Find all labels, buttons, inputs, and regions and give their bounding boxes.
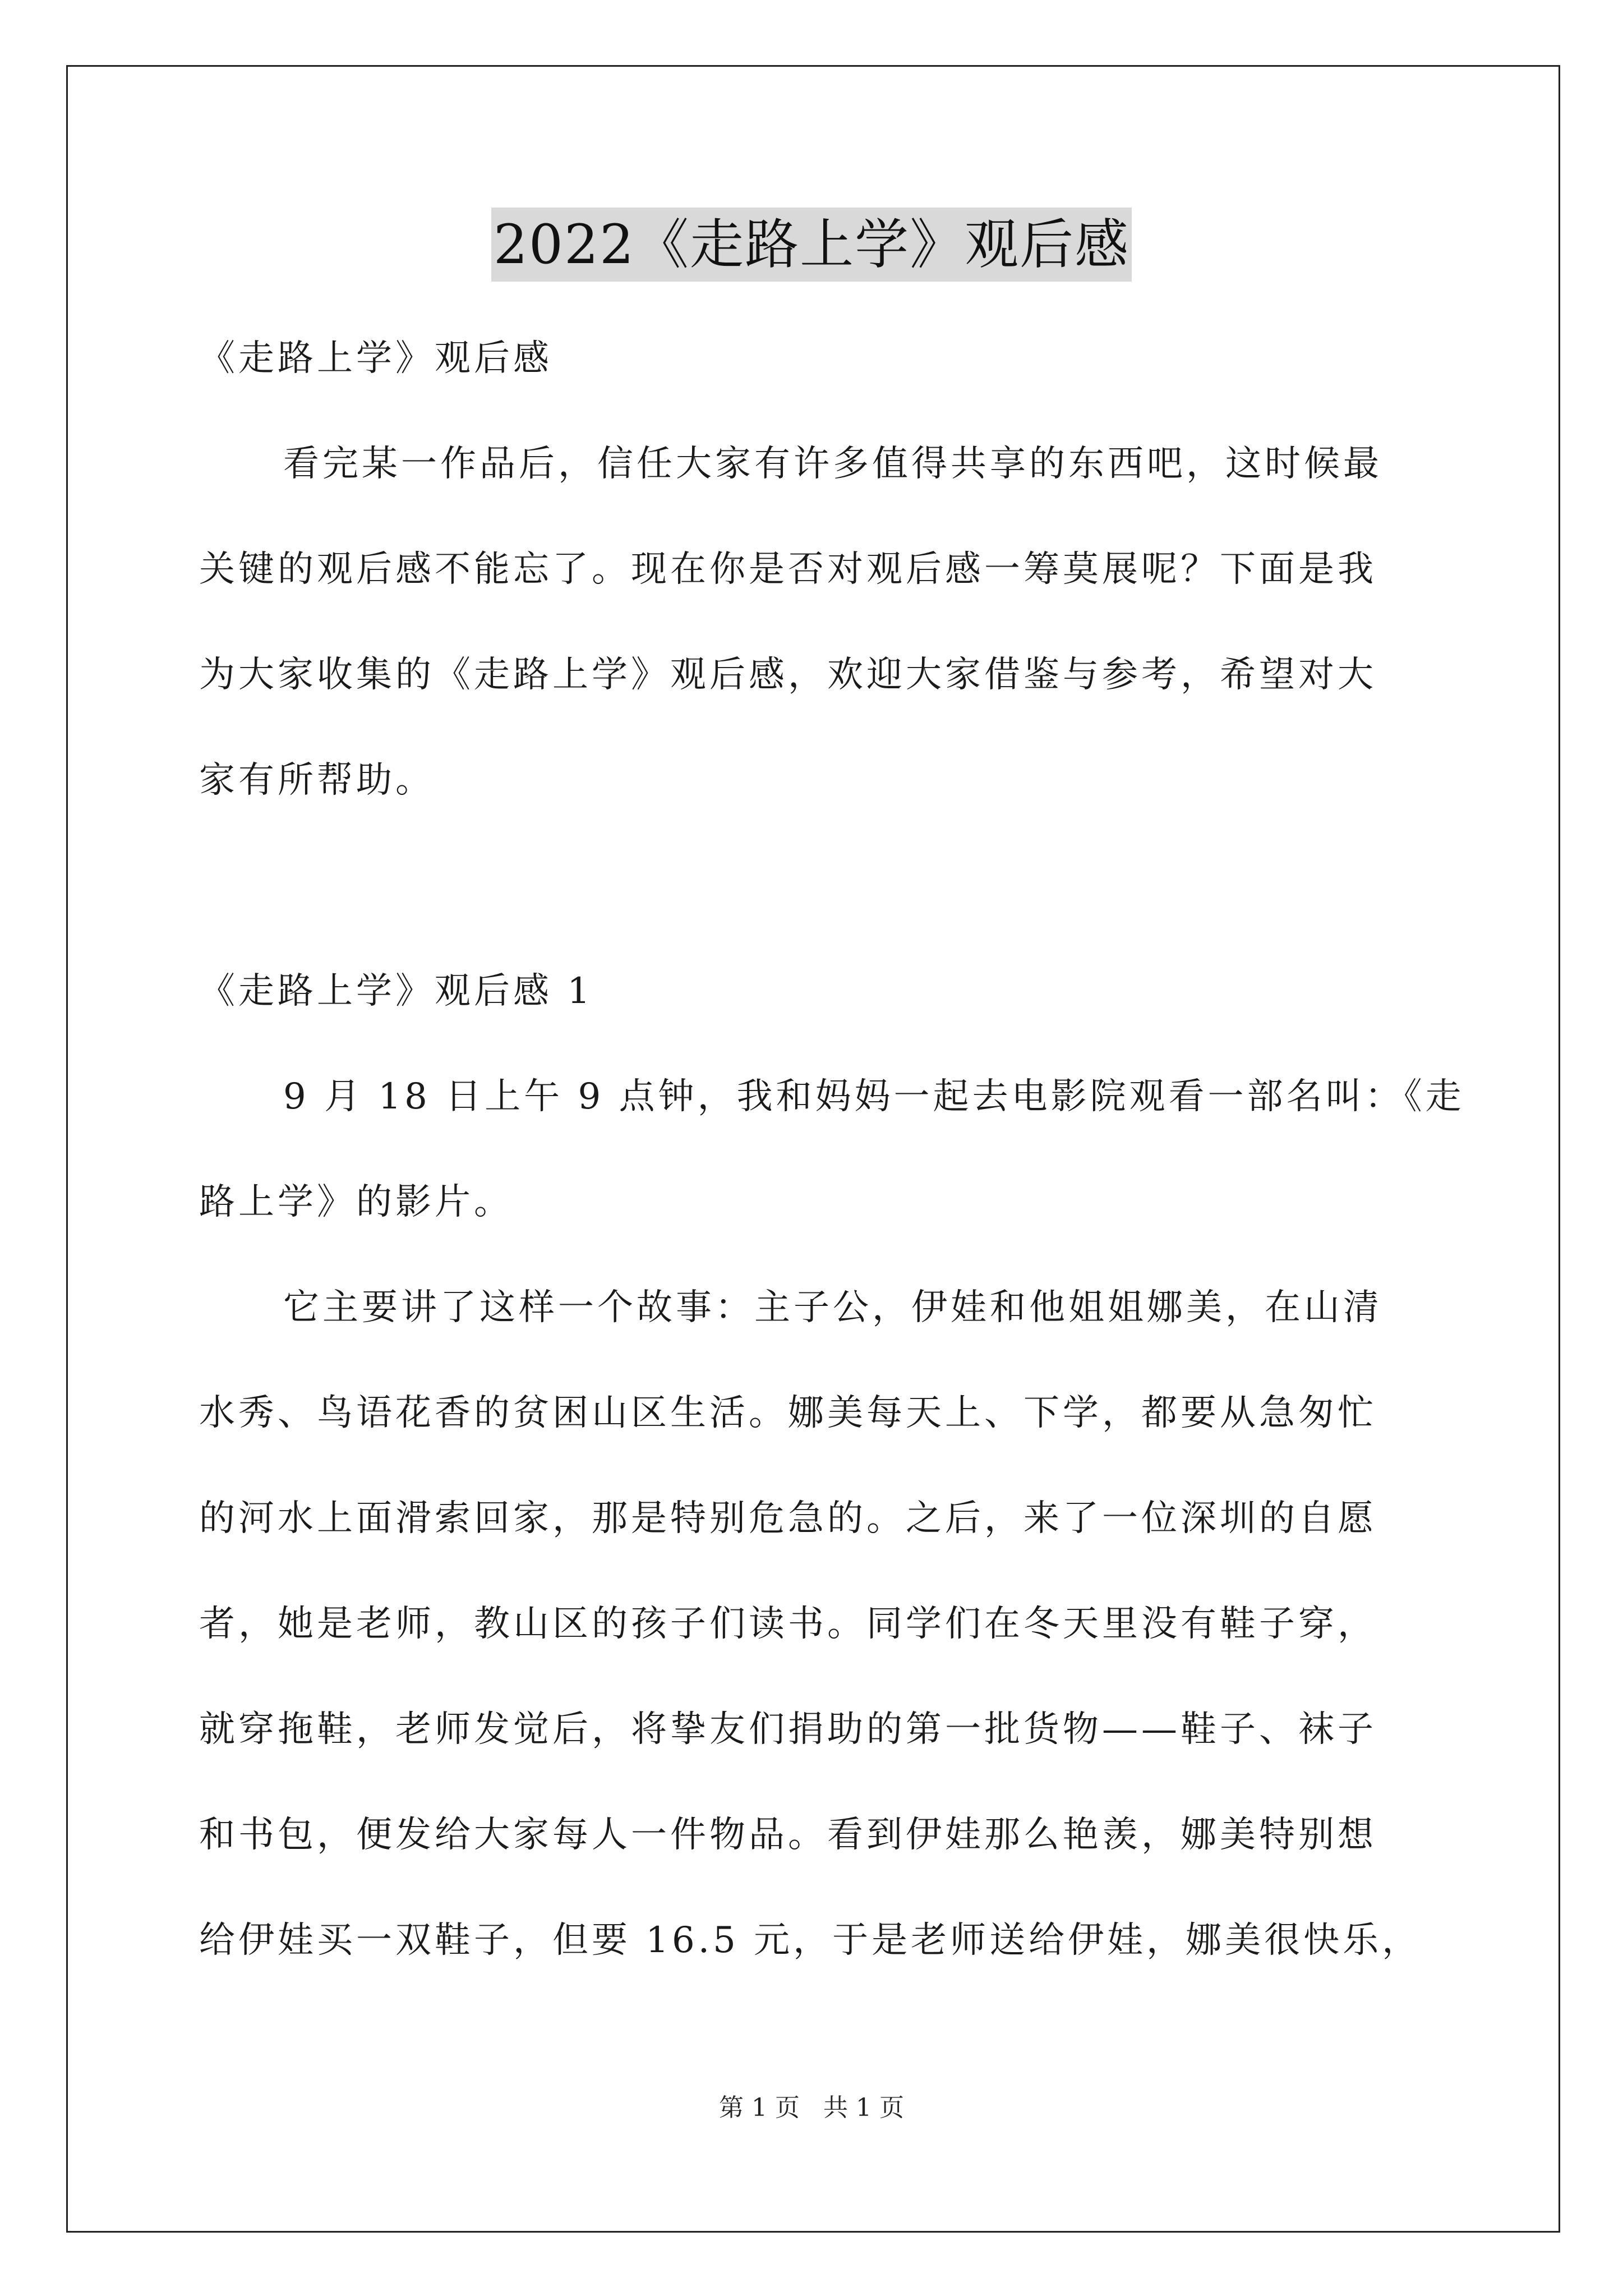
page-number: 第 1 页 bbox=[719, 2093, 800, 2122]
paragraph-line: 水秀、鸟语花香的贫困山区生活。娜美每天上、下学，都要从急匆忙 bbox=[199, 1392, 1377, 1434]
paragraph-line: 为大家收集的《走路上学》观后感，欢迎大家借鉴与参考，希望对大 bbox=[199, 654, 1377, 696]
paragraph-line: 看完某一作品后，信任大家有许多值得共享的东西吧，这时候最 bbox=[283, 443, 1382, 485]
paragraph-line: 就穿拖鞋，老师发觉后，将挚友们捐助的第一批货物——鞋子、袜子 bbox=[199, 1709, 1377, 1750]
section-heading: 《走路上学》观后感 bbox=[199, 338, 552, 379]
page-total: 共 1 页 bbox=[823, 2093, 904, 2122]
paragraph-line: 它主要讲了这样一个故事：主子公，伊娃和他姐姐娜美，在山清 bbox=[283, 1287, 1382, 1328]
paragraph-line: 路上学》的影片。 bbox=[199, 1181, 513, 1223]
paragraph-line: 给伊娃买一双鞋子，但要 16.5 元，于是老师送给伊娃，娜美很快乐， bbox=[199, 1920, 1422, 1961]
paragraph-line: 9 月 18 日上午 9 点钟，我和妈妈一起去电影院观看一部名叫：《走 bbox=[283, 1076, 1465, 1117]
document-title: 2022《走路上学》观后感 bbox=[491, 208, 1132, 282]
document-body bbox=[199, 306, 1465, 1993]
section-heading: 《走路上学》观后感 1 bbox=[199, 970, 594, 1012]
paragraph-line: 和书包，便发给大家每人一件物品。看到伊娃那么艳羡，娜美特别想 bbox=[199, 1814, 1377, 1856]
paragraph-line: 关键的观后感不能忘了。现在你是否对观后感一筹莫展呢？下面是我 bbox=[199, 549, 1377, 590]
title-container bbox=[0, 208, 1623, 282]
paragraph-line: 者，她是老师，教山区的孩子们读书。同学们在冬天里没有鞋子穿， bbox=[199, 1603, 1377, 1645]
paragraph-line: 家有所帮助。 bbox=[199, 760, 435, 801]
paragraph-gap bbox=[199, 833, 1433, 938]
page-footer bbox=[0, 2091, 1623, 2125]
paragraph-line: 的河水上面滑索回家，那是特别危急的。之后，来了一位深圳的自愿 bbox=[199, 1498, 1377, 1539]
